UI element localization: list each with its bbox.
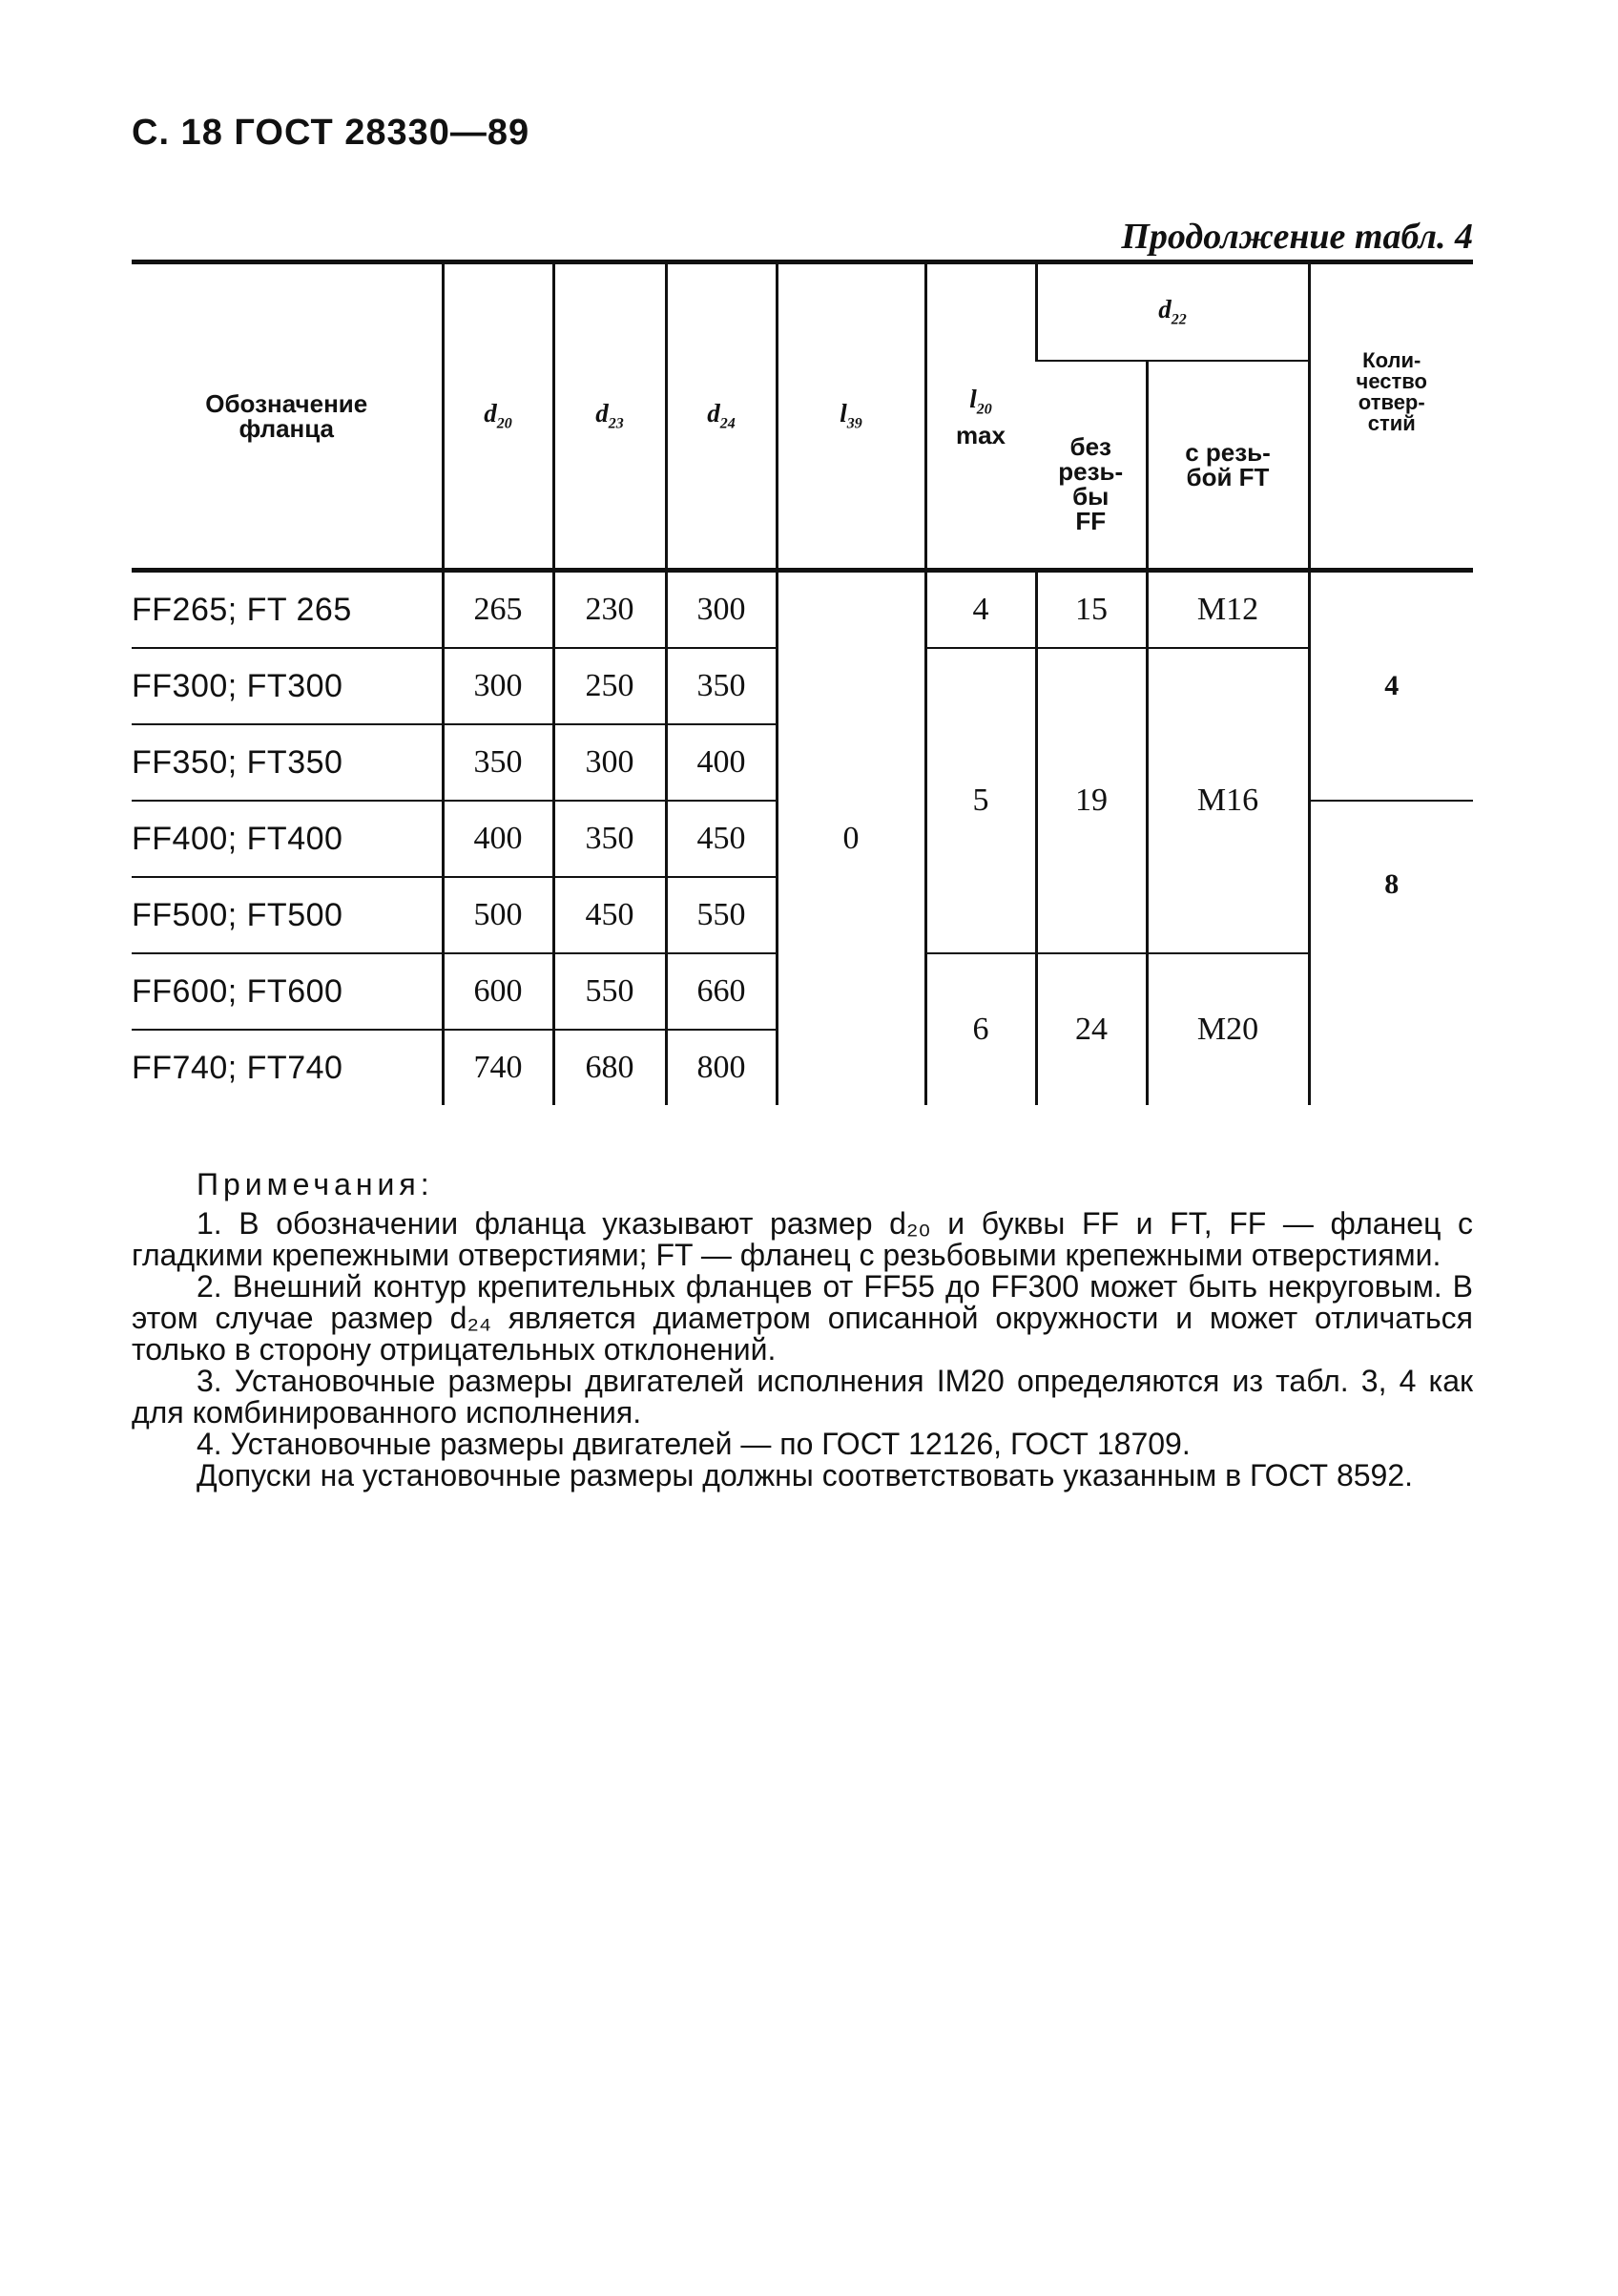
header-d20 — [443, 262, 553, 571]
d20-cell: 400 — [443, 801, 553, 877]
d20-cell: 600 — [443, 953, 553, 1030]
header-d22-symbol: $d_{22}$ — [1158, 295, 1187, 328]
d23-cell: 350 — [553, 801, 666, 877]
header-l20-symbol: $l_{20}$ — [969, 385, 992, 418]
d23-cell: 250 — [553, 648, 666, 724]
d23-cell: 550 — [553, 953, 666, 1030]
page-header: С. 18 ГОСТ 28330—89 — [132, 113, 530, 153]
header-d20-symbol: $d_{20}$ — [484, 399, 512, 432]
header-designation-label: Обозначение фланца — [205, 389, 368, 443]
notes-section — [132, 1169, 1473, 1492]
d23-cell: 230 — [553, 571, 666, 649]
header-l20max — [925, 262, 1036, 571]
d20-cell: 265 — [443, 571, 553, 649]
flange-name-cell: FF265; FT 265 — [132, 571, 443, 649]
d22-ff-cell-group-1: 15 — [1036, 571, 1147, 649]
holes-cell-group-1: 4 — [1309, 571, 1473, 802]
flange-name-cell: FF300; FT300 — [132, 648, 443, 724]
d24-cell: 350 — [666, 648, 777, 724]
d22-ff-cell-group-2: 19 — [1036, 648, 1147, 953]
d20-cell: 740 — [443, 1030, 553, 1105]
l39-cell: 0 — [777, 571, 925, 1106]
l20max-cell-group-1: 4 — [925, 571, 1036, 649]
d22-ft-cell-group-3: M20 — [1147, 953, 1309, 1105]
header-d24-symbol: $d_{24}$ — [707, 399, 736, 432]
note-2: 2. Внешний контур крепительных фланцев от FF55 до FF300 может быть некруговым. В этом случае размер d₂₄ является диаметром описанной окружности и может отличаться только в сторону отрицательных отклонений. — [132, 1269, 1473, 1367]
header-d22-ft-label: с резь-бой FT — [1185, 438, 1271, 491]
d23-cell: 450 — [553, 877, 666, 953]
l20max-cell-group-3: 6 — [925, 953, 1036, 1105]
flange-table — [132, 260, 1473, 1105]
d23-cell: 300 — [553, 724, 666, 801]
header-l39-symbol: $l_{39}$ — [840, 399, 862, 432]
d24-cell: 800 — [666, 1030, 777, 1105]
d22-ft-cell-group-2: M16 — [1147, 648, 1309, 953]
header-d24 — [666, 262, 777, 571]
header-d23-symbol: $d_{23}$ — [595, 399, 624, 432]
d20-cell: 300 — [443, 648, 553, 724]
holes-cell-group-2: 8 — [1309, 801, 1473, 1105]
table-continuation-caption: Продолжение табл. 4 — [1121, 217, 1473, 257]
l20max-cell-group-2: 5 — [925, 648, 1036, 953]
note-1: 1. В обозначении фланца указывают размер d₂₀ и буквы FF и FT, FF — фланец с гладкими крепежными отверстиями; FT — фланец с резьбовыми крепежными отверстиями. — [132, 1206, 1473, 1272]
header-l20-max-label: max — [955, 420, 1006, 449]
flange-name-cell: FF600; FT600 — [132, 953, 443, 1030]
d24-cell: 550 — [666, 877, 777, 953]
flange-name-cell: FF400; FT400 — [132, 801, 443, 877]
d22-ft-cell-group-1: M12 — [1147, 571, 1309, 649]
d24-cell: 400 — [666, 724, 777, 801]
d24-cell: 450 — [666, 801, 777, 877]
d20-cell: 500 — [443, 877, 553, 953]
header-l39 — [777, 262, 925, 571]
note-tolerances: Допуски на установочные размеры должны соответствовать указанным в ГОСТ 8592. — [197, 1458, 1414, 1492]
d24-cell: 300 — [666, 571, 777, 649]
header-designation — [132, 262, 443, 571]
header-holes — [1309, 262, 1473, 571]
notes-title: Примечания: — [197, 1167, 434, 1201]
d22-ff-cell-group-3: 24 — [1036, 953, 1147, 1105]
header-d23 — [553, 262, 666, 571]
d24-cell: 660 — [666, 953, 777, 1030]
flange-name-cell: FF500; FT500 — [132, 877, 443, 953]
note-4: 4. Установочные размеры двигателей — по ГОСТ 12126, ГОСТ 18709. — [197, 1427, 1191, 1461]
note-3: 3. Установочные размеры двигателей исполнения IM20 определяются из табл. 3, 4 как для комбинированного исполнения. — [132, 1364, 1473, 1430]
header-d22-ff-label: без резь-бы FF — [1058, 432, 1124, 535]
flange-name-cell: FF740; FT740 — [132, 1049, 343, 1086]
header-d22 — [1036, 262, 1309, 362]
table-row — [132, 571, 1473, 649]
d23-cell: 680 — [553, 1030, 666, 1105]
header-holes-label: Коли-чество отвер-стий — [1356, 348, 1427, 435]
header-d22-ft — [1147, 361, 1309, 571]
flange-table-container — [132, 260, 1473, 1105]
flange-name-cell: FF350; FT350 — [132, 724, 443, 801]
d20-cell: 350 — [443, 724, 553, 801]
header-d22-ff — [1036, 361, 1147, 571]
